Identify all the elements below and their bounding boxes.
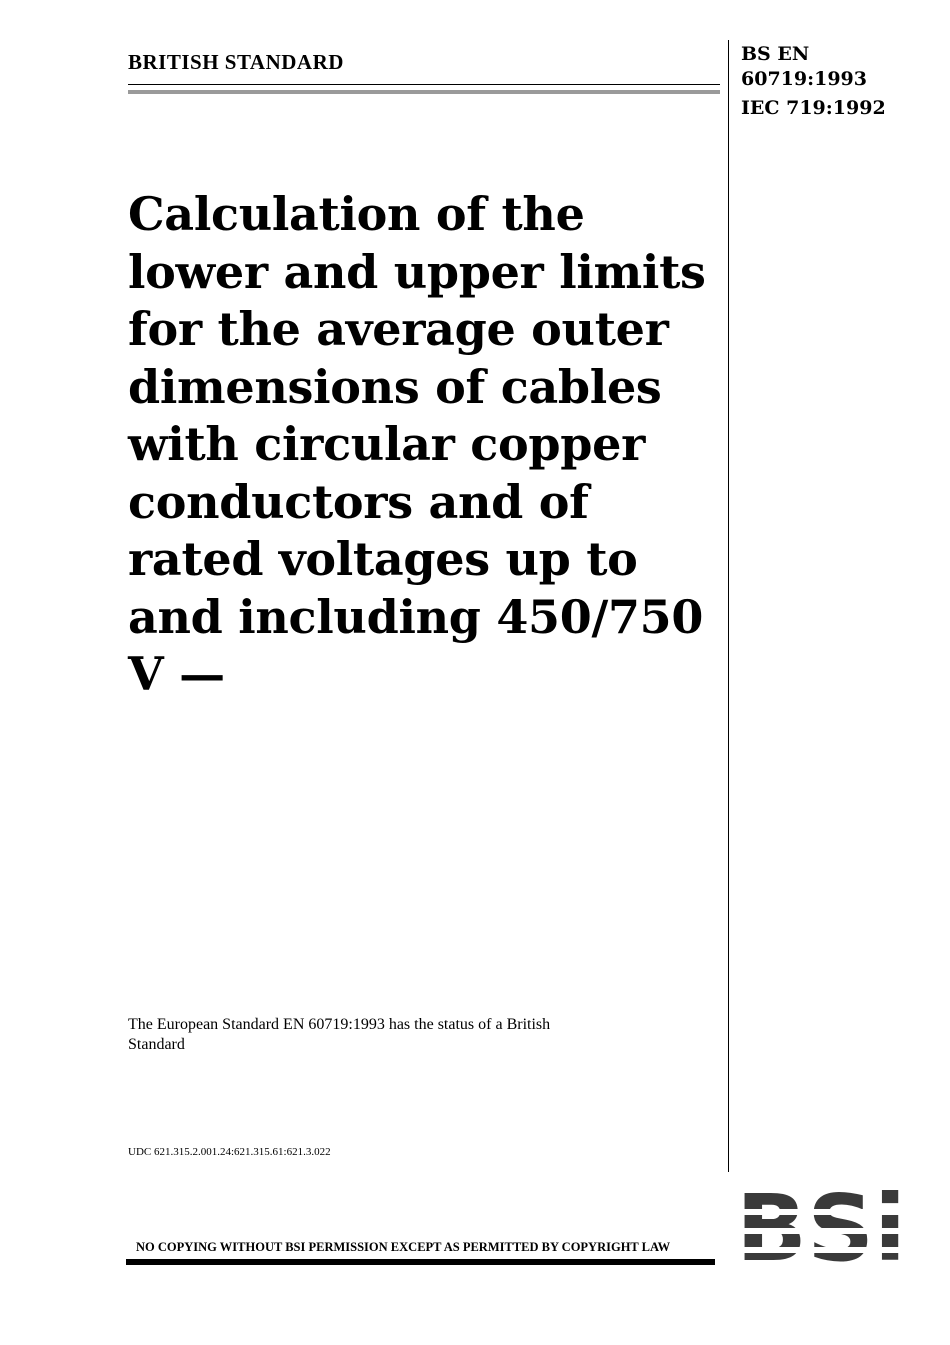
bs-en-number-line2: 60719:1993 (741, 68, 867, 90)
bsi-logo (736, 1190, 906, 1266)
udc-code: UDC 621.315.2.001.24:621.315.61:621.3.022 (128, 1146, 331, 1158)
document-type-label: BRITISH STANDARD (128, 50, 344, 74)
document-title: Calculation of the lower and upper limits for the average outer dimensions of cables with circular copper conductors and of rated voltages up to and including 450/750 V — (128, 187, 706, 701)
standard-numbers (741, 42, 941, 121)
header-rule-thin (128, 84, 720, 85)
vertical-divider (728, 40, 729, 1172)
iec-number: IEC 719:1992 (741, 97, 886, 119)
footer-rule (126, 1259, 715, 1265)
copyright-notice: NO COPYING WITHOUT BSI PERMISSION EXCEPT AS PERMITTED BY COPYRIGHT LAW (136, 1240, 671, 1254)
header-rule-gray (128, 90, 720, 94)
bs-en-number-line1: BS EN (741, 43, 810, 65)
status-statement: The European Standard EN 60719:1993 has the status of a British Standard (128, 1016, 551, 1053)
